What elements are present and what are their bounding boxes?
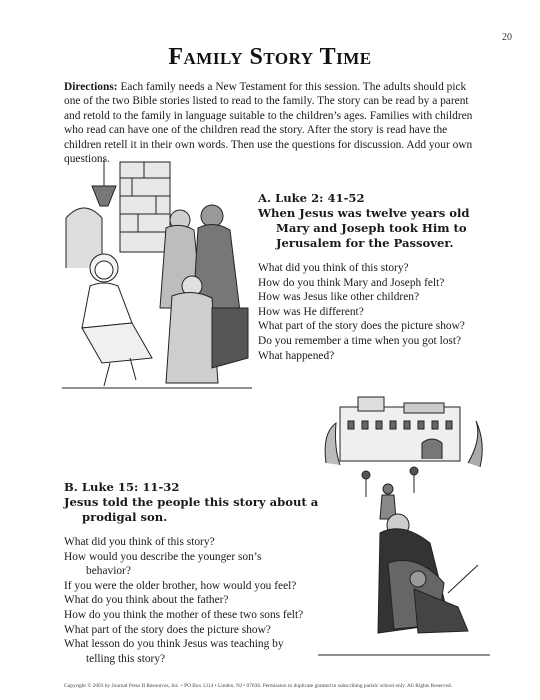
story-a-questions [258, 261, 508, 363]
story-b [64, 480, 334, 666]
story-a-reference: A. Luke 2: 41-52 [258, 191, 365, 205]
directions-text: Each family needs a New Testament for this session. The adults should pick one of the two Bible stories listed to read to the family. The story can be read by a parent and retold to the family in language suitable to the children’s ages. Families with children who read can have one of the children read the story. After the story is read have the children retell it in their own words. Then use the questions for discussion. Add your own questions. [64, 81, 473, 166]
question: Do you remember a time when you got lost? [258, 334, 462, 347]
directions-label: Directions: [64, 81, 118, 93]
question: What happened? [258, 349, 335, 362]
copyright-footer: Copyright © 2003 by Journal Press II Resources, Inc. • PO Box 1214 • Linden, NJ • 07036. Permission to duplicate granted to subscribing parish/ school only. All Rights Reserved. [64, 683, 453, 689]
story-b-subtitle [64, 495, 334, 525]
question: What part of the story does the picture show? [64, 623, 271, 636]
page-title: Family Story Time [168, 44, 372, 70]
directions-paragraph [64, 80, 482, 166]
question: What did you think of this story? [258, 262, 409, 274]
story-a-subtitle-line: Jerusalem for the Passover. [276, 236, 454, 250]
question: If you were the older brother, how would you feel? [64, 579, 297, 592]
question: What did you think of this story? [64, 536, 215, 548]
story-a-subtitle-line: When Jesus was twelve years old [258, 206, 470, 220]
question: What part of the story does the picture show? [258, 320, 465, 333]
story-b-subtitle-line: prodigal son. [82, 510, 168, 524]
story-a-subtitle [258, 206, 508, 251]
temple-illustration [62, 158, 252, 393]
story-b-questions [64, 535, 334, 666]
question: What do you think about the father? [64, 594, 229, 607]
story-a [258, 191, 508, 363]
page-number: 20 [502, 32, 512, 43]
story-b-subtitle-line: Jesus told the people this story about a [64, 495, 319, 509]
prodigal-son-illustration [318, 393, 490, 660]
question: How would you describe the younger son’s [64, 550, 262, 563]
question-continuation: telling this story? [86, 652, 166, 665]
question: How was Jesus like other children? [258, 291, 420, 304]
question-continuation: behavior? [86, 565, 131, 578]
question: What lesson do you think Jesus was teaching by [64, 638, 284, 651]
story-b-reference: B. Luke 15: 11-32 [64, 480, 180, 494]
question: How do you think the mother of these two sons felt? [64, 608, 304, 621]
question: How do you think Mary and Joseph felt? [258, 276, 445, 289]
story-a-subtitle-line: Mary and Joseph took Him to [276, 221, 467, 235]
question: How was He different? [258, 305, 364, 318]
